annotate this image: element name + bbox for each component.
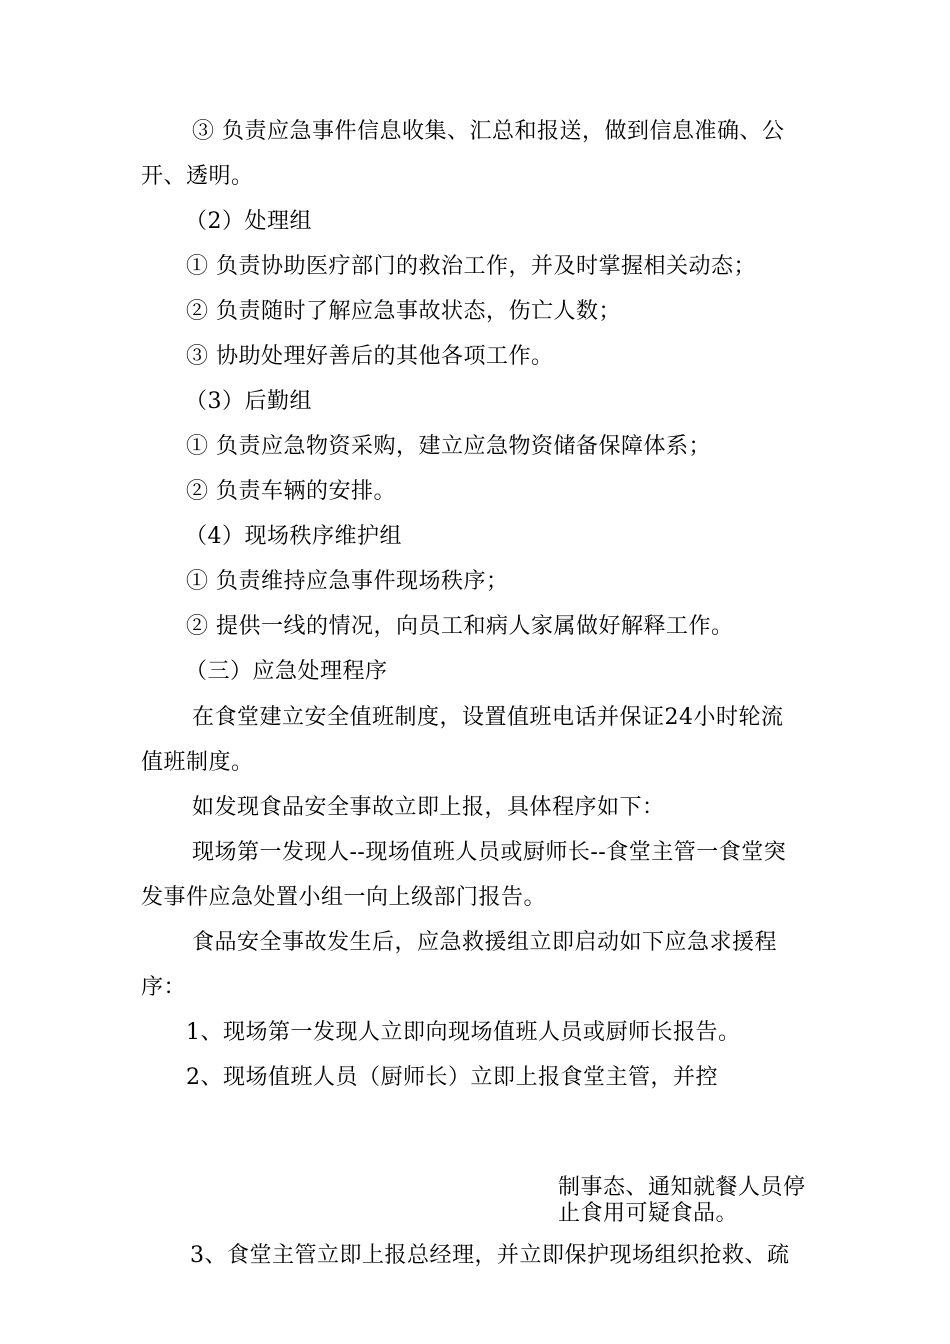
text-line: 发事件应急处置小组一向上级部门报告。 (141, 885, 547, 910)
text-line: 现场第一发现人--现场值班人员或厨师长--食堂主管一食堂突 (192, 840, 787, 865)
text-line: 值班制度。 (141, 750, 254, 775)
text-line: ③ 负责应急事件信息收集、汇总和报送，做到信息准确、公 (192, 119, 785, 144)
text-line: ② 负责随时了解应急事故状态，伤亡人数； (186, 299, 621, 324)
text-line: 止食用可疑食品。 (558, 1201, 739, 1226)
text-line: 开、透明。 (141, 164, 254, 189)
text-line: 如发现食品安全事故立即上报，具体程序如下： (192, 795, 665, 820)
section-heading: （2）处理组 (185, 209, 312, 234)
text-line: 食品安全事故发生后，应急救援组立即启动如下应急求援程 (192, 930, 778, 955)
text-line: ① 负责协助医疗部门的救治工作，并及时掌握相关动态； (186, 254, 756, 279)
section-heading: （三）应急处理程序 (185, 659, 388, 684)
text-line: 2、现场值班人员（厨师长）立即上报食堂主管，并控 (186, 1065, 718, 1090)
text-line: ② 提供一线的情况，向员工和病人家属做好解释工作。 (186, 614, 734, 639)
text-line: ① 负责维持应急事件现场秩序； (186, 569, 509, 594)
text-line: ① 负责应急物资采购，建立应急物资储备保障体系； (186, 434, 711, 459)
text-line: 序： (141, 975, 187, 1000)
text-line: ② 负责车辆的安排。 (186, 479, 396, 504)
text-line: 制事态、通知就餐人员停 (558, 1175, 806, 1200)
text-line: 3、食堂主管立即上报总经理，并立即保护现场组织抢救、疏 (190, 1243, 790, 1268)
text-line: 在食堂建立安全值班制度，设置值班电话并保证24小时轮流 (192, 705, 784, 730)
section-heading: （4）现场秩序维护组 (185, 524, 402, 549)
text-line: ③ 协助处理好善后的其他各项工作。 (186, 344, 554, 369)
text-line: 1、现场第一发现人立即向现场值班人员或厨师长报告。 (186, 1020, 741, 1045)
section-heading: （3）后勤组 (185, 389, 312, 414)
